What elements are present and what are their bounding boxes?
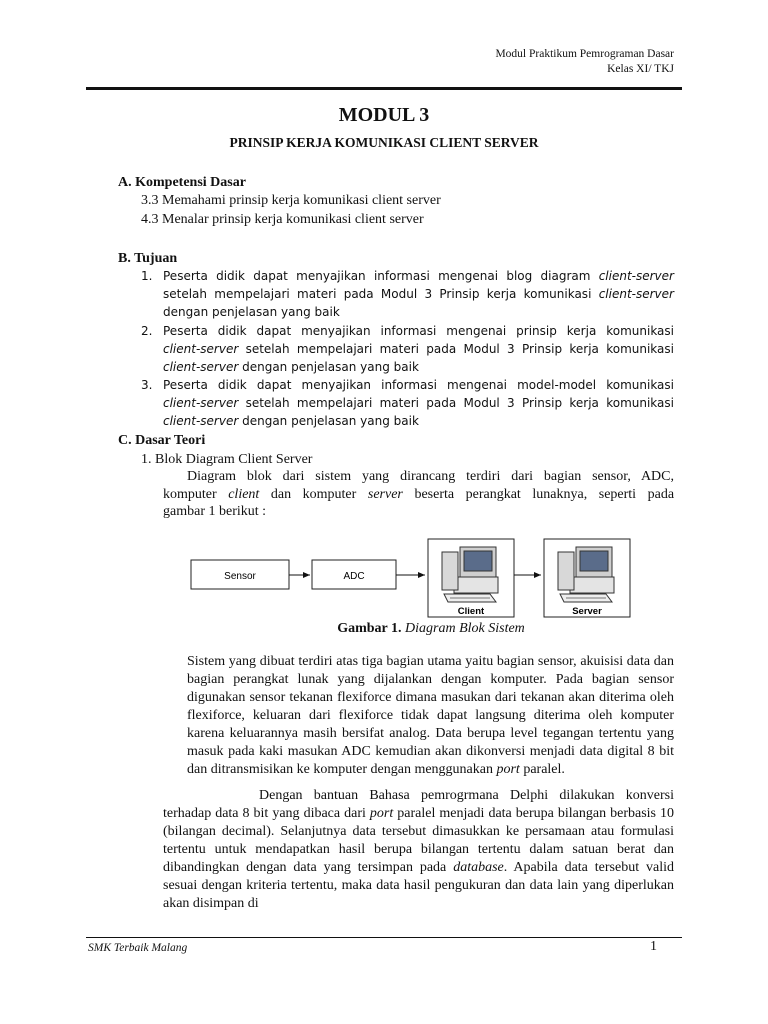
- tujuan-3-line3: client-server dengan penjelasan yang baik: [163, 414, 419, 428]
- client-label: Client: [457, 606, 485, 617]
- figure-caption: Gambar 1. Diagram Blok Sistem: [337, 621, 525, 636]
- module-title: MODUL 3: [338, 104, 430, 126]
- kd-item-2: 4.3 Menalar prinsip kerja komunikasi client server: [141, 212, 424, 227]
- tujuan-2-num: 2.: [141, 324, 153, 338]
- adc-label: ADC: [343, 571, 365, 582]
- footer-rule: [86, 937, 682, 938]
- intro-line-2: komputer client dan komputer server beserta perangkat lunaknya, seperti pada: [163, 487, 675, 502]
- intro-line-1: Diagram blok dari sistem yang dirancang terdiri dari bagian sensor, ADC,: [187, 469, 674, 484]
- server-label: Server: [572, 606, 602, 617]
- client-computer-icon: [442, 547, 498, 602]
- header-rule: [86, 87, 682, 90]
- server-computer-icon: [558, 547, 614, 602]
- tujuan-2-line2: client-server setelah mempelajari materi pada Modul 3 Prinsip kerja komunikasi: [163, 342, 674, 356]
- section-c-heading: C. Dasar Teori: [118, 433, 206, 448]
- section-a-heading: A. Kompetensi Dasar: [118, 175, 246, 190]
- tujuan-1-line2: setelah mempelajari materi pada Modul 3 Prinsip kerja komunikasi client-server: [163, 287, 674, 301]
- header-line-1: Modul Praktikum Pemrograman Dasar: [495, 48, 674, 60]
- section-b-heading: B. Tujuan: [118, 251, 178, 266]
- kd-item-1: 3.3 Memahami prinsip kerja komunikasi client server: [141, 193, 441, 208]
- paragraph-2: Dengan bantuan Bahasa pemrogrmana Delphi dilakukan konversi terhadap data 8 bit yang dibaca dari port paralel menjadi data berupa bilangan berbasis 10 (bilangan decimal). Selanjutnya data tersebut dimasukkan ke persamaan atau formulasi tertentu untuk mendapatkan hasil berupa bilangan tertentu dalam satuan berat dan dibandingkan dengan data yang tersimpan pada database. Apabila data tersebut valid sesuai dengan kriteria tertentu, maka data hasil pengukuran dan data lain yang diperlukan akan disimpan di: [163, 788, 674, 911]
- tujuan-1-num: 1.: [141, 269, 153, 283]
- tujuan-2-line3: client-server dengan penjelasan yang baik: [163, 360, 419, 374]
- tujuan-2-line1: Peserta didik dapat menyajikan informasi mengenai prinsip kerja komunikasi: [163, 324, 674, 338]
- footer-school: SMK Terbaik Malang: [88, 942, 188, 954]
- tujuan-3-line1: Peserta didik dapat menyajikan informasi mengenai model-model komunikasi: [163, 378, 674, 392]
- paragraph-1: Sistem yang dibuat terdiri atas tiga bagian utama yaitu bagian sensor, akuisisi data dan bagian perangkat lunak yang dijalankan dengan komputer. Pada bagian sensor digunakan sensor tekanan flexiforce dimana masukan dari tekanan akan diterima oleh flexiforce, keluaran dari flexiforce tidak dapat langsung diterima oleh komputer karena keluarannya masih bersifat analog. Data berupa level tegangan tertentu yang masuk pada kaki masukan ADC kemudian akan dikonversi menjadi data digital 8 bit dan ditransmisikan ke komputer dengan menggunakan port paralel.: [187, 654, 674, 777]
- tujuan-1-line3: dengan penjelasan yang baik: [163, 305, 340, 319]
- sensor-label: Sensor: [224, 571, 256, 582]
- subsection-1-heading: 1. Blok Diagram Client Server: [141, 452, 313, 467]
- intro-line-3: gambar 1 berikut :: [163, 504, 267, 519]
- page-header: [495, 47, 674, 77]
- page-number: 1: [650, 939, 657, 954]
- block-diagram: [190, 536, 635, 620]
- header-line-2: Kelas XI/ TKJ: [607, 63, 674, 75]
- module-subtitle: PRINSIP KERJA KOMUNIKASI CLIENT SERVER: [229, 135, 539, 150]
- tujuan-3-line2: client-server setelah mempelajari materi pada Modul 3 Prinsip kerja komunikasi: [163, 396, 674, 410]
- tujuan-1-line1: Peserta didik dapat menyajikan informasi mengenai blog diagram client-server: [163, 269, 674, 283]
- tujuan-3-num: 3.: [141, 378, 153, 392]
